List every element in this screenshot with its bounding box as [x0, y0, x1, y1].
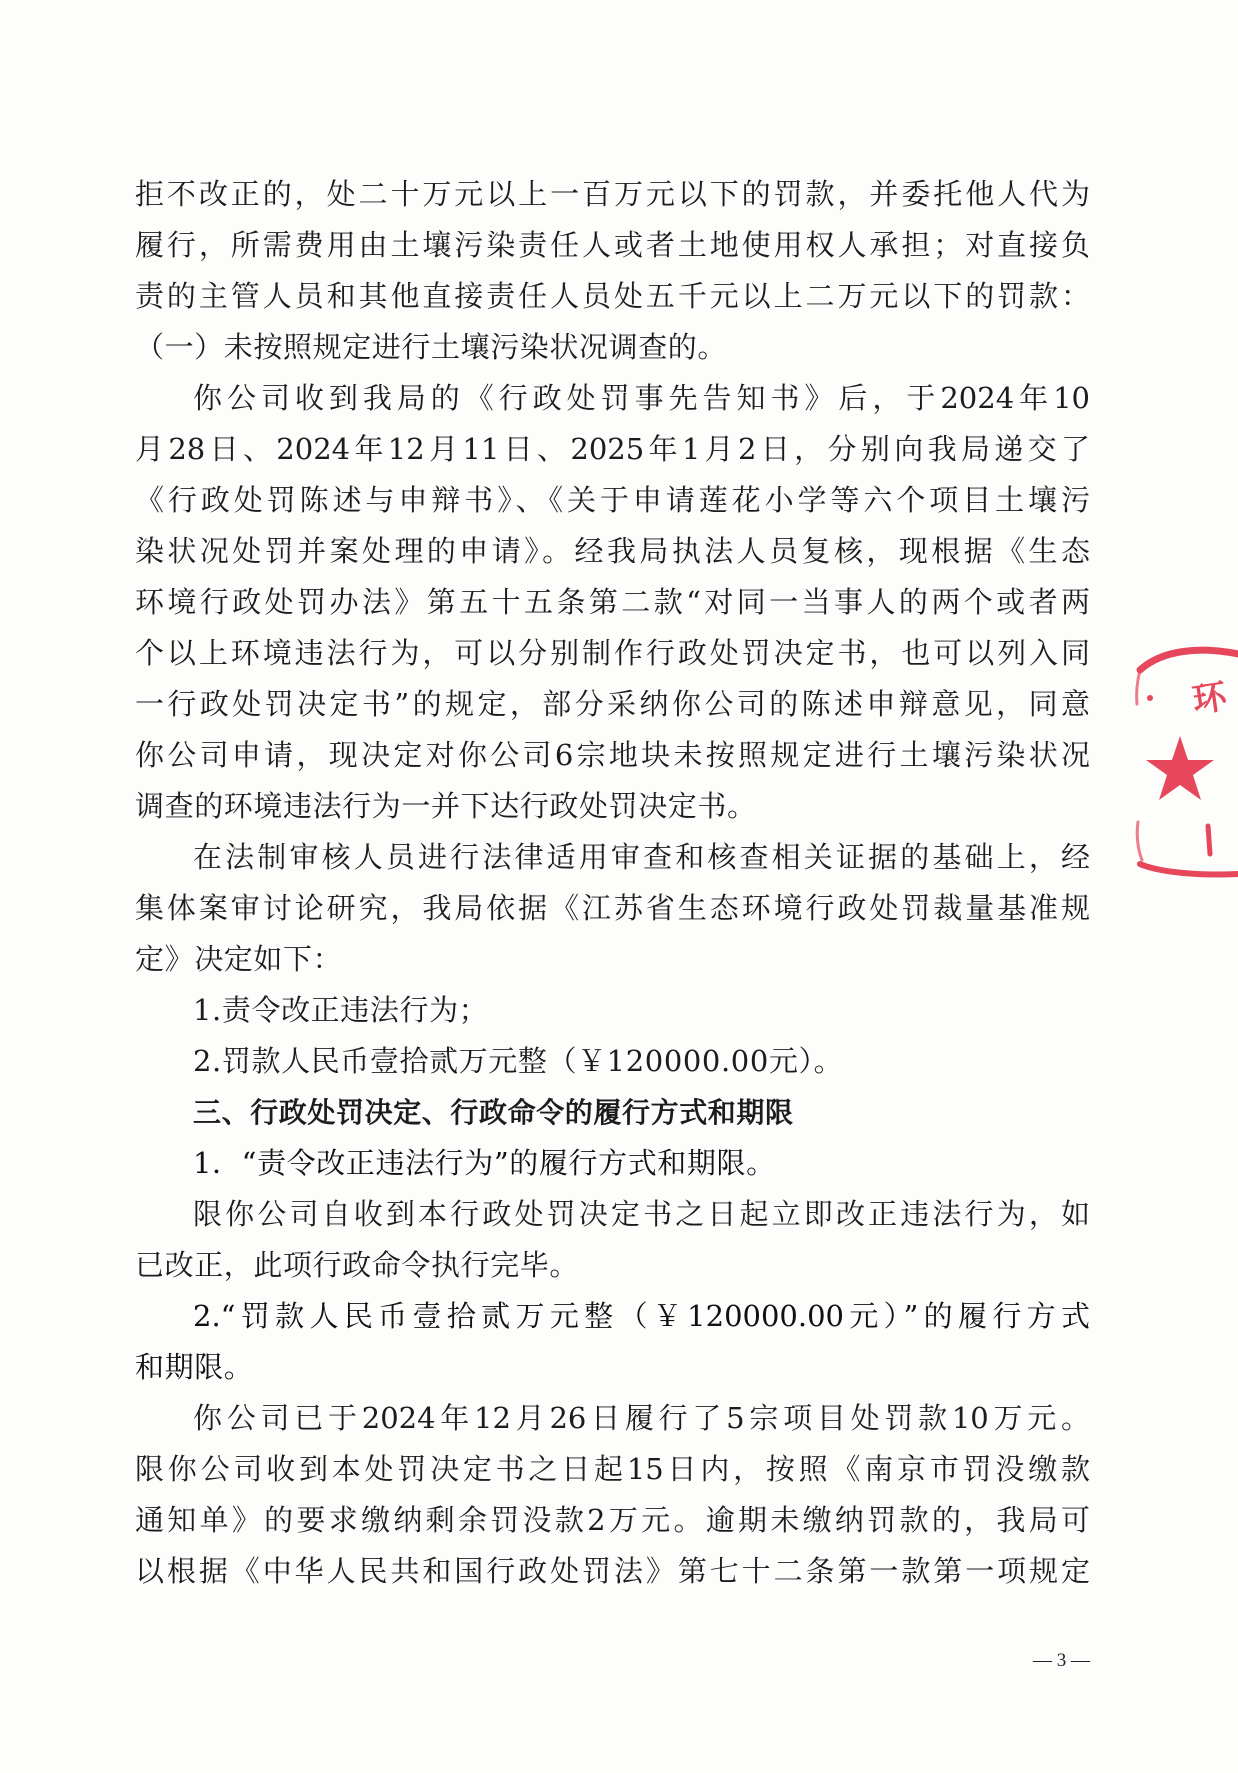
body-line: 集体案审讨论研究，我局依据《江苏省生态环境行政处罚裁量基准规 [135, 891, 1090, 925]
body-line: 履行，所需费用由土壤污染责任人或者土地使用权人承担；对直接负 [135, 228, 1090, 262]
body-line: 以根据《中华人民共和国行政处罚法》第七十二条第一款第一项规定 [135, 1554, 1090, 1588]
body-line: 限你公司收到本处罚决定书之日起15日内，按照《南京市罚没缴款 [135, 1452, 1090, 1486]
body-line: 环境行政处罚办法》第五十五条第二款“对同一当事人的两个或者两 [135, 585, 1090, 619]
body-line: 你公司收到我局的《行政处罚事先告知书》后，于2024年10 [193, 381, 1090, 415]
body-line: 个以上环境违法行为，可以分别制作行政处罚决定书，也可以列入同 [135, 636, 1090, 670]
seal-bottom-arc [1140, 864, 1238, 875]
seal-star-icon [1146, 736, 1214, 800]
body-line: 月28日、2024年12月11日、2025年1月2日，分别向我局递交了 [135, 432, 1090, 466]
document-body [135, 169, 1090, 1597]
body-line: 责的主管人员和其他直接责任人员处五千元以上二万元以下的罚款： [135, 279, 1090, 313]
body-line: （一）未按照规定进行土壤污染状况调查的。 [135, 330, 728, 364]
body-line: 在法制审核人员进行法律适用审查和核查相关证据的基础上，经 [193, 840, 1090, 874]
body-line: 《行政处罚陈述与申辩书》、《关于申请莲花小学等六个项目土壤污 [135, 483, 1090, 517]
section-heading: 三、行政处罚决定、行政命令的履行方式和期限 [193, 1096, 794, 1129]
body-line: 通知单》的要求缴纳剩余罚没款2万元。逾期未缴纳罚款的，我局可 [135, 1503, 1090, 1537]
body-line: 调查的环境违法行为一并下达行政处罚决定书。 [135, 789, 757, 823]
page-number: — 3 — [1033, 1650, 1090, 1671]
seal-dot [1147, 695, 1153, 701]
body-line: 你公司已于2024年12月26日履行了5宗项目处罚款10万元。 [193, 1401, 1090, 1435]
body-line: 拒不改正的，处二十万元以上一百万元以下的罚款，并委托他人代为 [135, 177, 1090, 211]
body-line: 一行政处罚决定书”的规定，部分采纳你公司的陈述申辩意见，同意 [135, 687, 1090, 721]
body-line: 限你公司自收到本行政处罚决定书之日起立即改正违法行为，如 [193, 1197, 1090, 1231]
seal-mark [1208, 826, 1210, 854]
decision-item: 2.罚款人民币壹拾贰万元整（￥120000.00元）。 [193, 1044, 844, 1078]
body-line: 定》决定如下： [135, 942, 343, 976]
subsection-heading: 2.“罚款人民币壹拾贰万元整（￥120000.00元）”的履行方式 [193, 1299, 1090, 1333]
seal-left-arc-top [1137, 670, 1140, 704]
subsection-heading: 1．“责令改正违法行为”的履行方式和期限。 [193, 1146, 776, 1180]
seal-text: 环 [1189, 676, 1230, 721]
official-seal [1118, 640, 1238, 890]
decision-item: 1.责令改正违法行为； [193, 993, 489, 1027]
seal-top-arc [1140, 650, 1238, 670]
body-line: 染状况处罚并案处理的申请》。经我局执法人员复核，现根据《生态 [135, 534, 1090, 568]
body-line: 你公司申请，现决定对你公司6宗地块未按照规定进行土壤污染状况 [135, 738, 1090, 772]
subsection-heading: 和期限。 [135, 1350, 254, 1384]
seal-left-arc-bottom [1137, 822, 1142, 860]
body-line: 已改正，此项行政命令执行完毕。 [135, 1248, 580, 1282]
